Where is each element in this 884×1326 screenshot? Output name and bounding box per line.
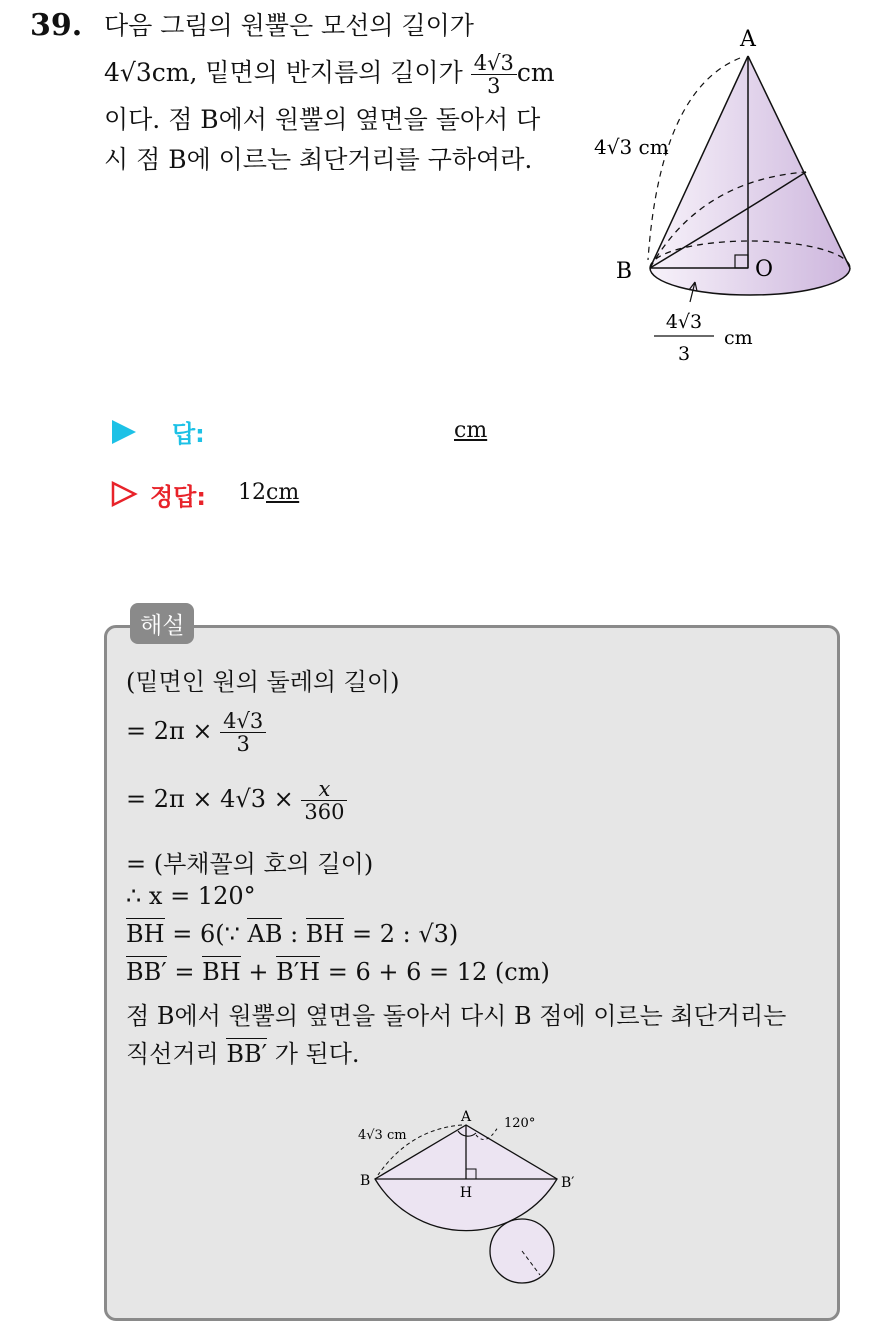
solution-line-3 bbox=[126, 778, 347, 823]
solution-fraction-2 bbox=[301, 778, 347, 823]
cone-label-b: B bbox=[615, 259, 633, 284]
segment-b-prime-h: B′H bbox=[276, 958, 321, 986]
solution-line-1: (밑면인 원의 둘레의 길이) bbox=[126, 668, 400, 696]
cone-figure bbox=[580, 20, 870, 370]
sector-figure bbox=[350, 1105, 590, 1305]
segment-ab: AB bbox=[247, 920, 283, 948]
cone-radius-den: 3 bbox=[677, 343, 691, 365]
solution-fraction-1-den: 3 bbox=[236, 732, 250, 756]
question-line-4: 시 점 B에 이르는 최단거리를 구하여라. bbox=[104, 145, 533, 174]
answer-play-icon bbox=[110, 418, 138, 446]
radius-fraction bbox=[471, 52, 517, 97]
cone-radius-unit: cm bbox=[724, 327, 753, 349]
solution-line-9 bbox=[126, 1034, 360, 1069]
sector-label-a: A bbox=[460, 1109, 472, 1125]
solution-line-7-end: = 6 + 6 = 12 (cm) bbox=[320, 958, 550, 986]
answer-input[interactable] bbox=[252, 416, 442, 446]
question-line-3: 이다. 점 B에서 원뿔의 옆면을 돌아서 다 bbox=[104, 105, 541, 134]
solution-line-7-plus: + bbox=[240, 958, 277, 986]
cone-slant-label: 4√3 cm bbox=[594, 135, 669, 159]
solution-line-7-eq: = bbox=[166, 958, 203, 986]
radius-fraction-den: 3 bbox=[487, 74, 501, 98]
solution-line-7 bbox=[126, 958, 550, 986]
solution-fraction-1-num: 4√3 bbox=[220, 710, 266, 733]
sector-label-b-prime: B′ bbox=[561, 1175, 575, 1191]
radius-unit: cm bbox=[516, 58, 555, 87]
correct-answer-icon bbox=[110, 480, 138, 508]
cone-radius-num: 4√3 bbox=[665, 311, 703, 333]
correct-answer-unit: cm bbox=[266, 480, 300, 505]
solution-line-3-pre: = 2π × 4√3 × bbox=[126, 785, 302, 813]
question-line-2-text: 4√3cm, 밑면의 반지름의 길이가 bbox=[104, 58, 463, 87]
solution-fraction-1 bbox=[220, 710, 266, 755]
sector-angle-label: 120° bbox=[504, 1116, 536, 1131]
solution-line-2 bbox=[126, 710, 266, 755]
segment-bh: BH bbox=[126, 920, 165, 948]
segment-bh-2: BH bbox=[305, 920, 345, 948]
solution-line-6 bbox=[126, 920, 458, 948]
question-line-2 bbox=[104, 52, 555, 97]
solution-line-6-colon: : bbox=[282, 920, 306, 948]
segment-bh-3: BH bbox=[202, 958, 241, 986]
question-line-1: 다음 그림의 원뿔은 모선의 길이가 bbox=[104, 11, 474, 40]
cone-label-o: O bbox=[754, 257, 774, 282]
solution-tag: 해설 bbox=[130, 603, 194, 644]
solution-line-8: 점 B에서 원뿔의 옆면을 돌아서 다시 B 점에 이르는 최단거리는 bbox=[126, 1002, 787, 1030]
sector-label-b: B bbox=[360, 1173, 371, 1189]
correct-answer-label: 정답: bbox=[150, 483, 206, 511]
solution-line-9-post: 가 된다. bbox=[267, 1040, 360, 1068]
solution-line-6-end: = 2 : √3) bbox=[344, 920, 459, 948]
answer-label: 답: bbox=[172, 420, 205, 448]
correct-answer bbox=[238, 480, 299, 505]
segment-bb-prime-2: BB′ bbox=[226, 1040, 268, 1068]
solution-line-2-pre: = 2π × bbox=[126, 717, 221, 745]
sector-label-h: H bbox=[459, 1185, 473, 1201]
solution-line-5: ∴ x = 120° bbox=[126, 882, 256, 910]
question-number: 39. bbox=[30, 8, 83, 43]
solution-line-9-pre: 직선거리 bbox=[126, 1040, 227, 1068]
correct-answer-value: 12 bbox=[238, 480, 266, 505]
solution-line-6-mid: = 6(∵ bbox=[164, 920, 248, 948]
radius-fraction-num: 4√3 bbox=[471, 52, 517, 75]
answer-unit: cm bbox=[454, 418, 488, 443]
segment-bb-prime: BB′ bbox=[126, 958, 167, 986]
sector-slant-label: 4√3 cm bbox=[358, 1128, 407, 1143]
solution-fraction-2-num: x bbox=[301, 778, 347, 801]
solution-fraction-2-den: 360 bbox=[304, 800, 345, 824]
cone-label-a: A bbox=[740, 27, 756, 52]
solution-line-4: = (부채꼴의 호의 길이) bbox=[126, 850, 374, 878]
